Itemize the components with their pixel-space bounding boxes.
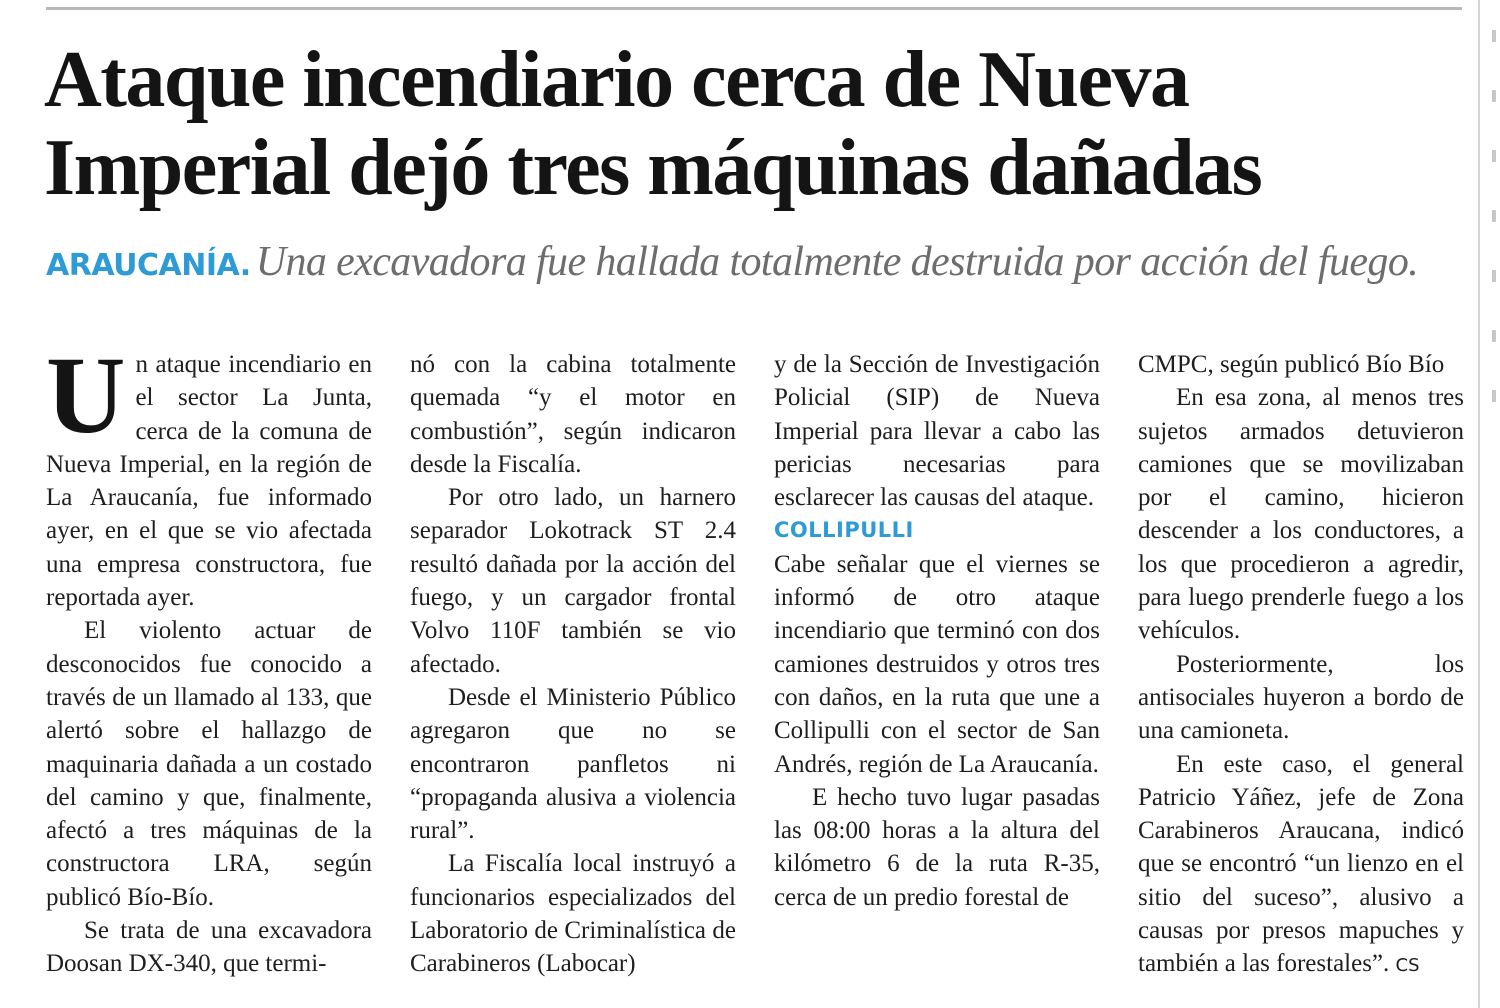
article-body xyxy=(46,348,1464,988)
article-paragraph: Desde el Ministerio Público agregaron que no se encontraron panfletos ni “propaganda alusiva a violencia rural”. xyxy=(410,683,736,845)
article-paragraph: E hecho tuvo lugar pasadas las 08:00 horas a la altura del kilómetro 6 de la ruta R-35, cerca de un predio forestal de xyxy=(774,783,1100,911)
page-edge-marks xyxy=(1492,30,1498,450)
article-paragraph: La Fiscalía local instruyó a funcionarios especializados del Laboratorio de Criminalística de Carabineros (Labocar) xyxy=(410,850,736,978)
kicker-label: ARAUCANÍA. xyxy=(46,248,251,283)
article-paragraph: Por otro lado, un harnero separador Lokotrack ST 2.4 resultó dañada por la acción del fuego, y un cargador frontal Volvo 110F también se vio afectado. xyxy=(410,484,736,678)
deck-text: Una excavadora fue hallada totalmente destruida por acción del fuego. xyxy=(255,239,1419,285)
subheadline xyxy=(46,238,1476,286)
headline: Ataque incendiario cerca de Nueva Imperial dejó tres máquinas dañadas xyxy=(44,36,1262,212)
article-paragraph: Se trata de una excavadora Doosan DX-340, que termi- xyxy=(46,917,372,978)
section-heading: COLLIPULLI xyxy=(774,518,914,543)
column-1 xyxy=(46,348,372,988)
closing-text: En este caso, el general Patricio Yáñez, jefe de Zona Carabineros Araucana, indicó que se encontró “un lienzo en el sitio del suceso”, alusivo a causas por presos mapuches y también a las forestales”. xyxy=(1138,750,1464,978)
article-paragraph xyxy=(1138,748,1464,983)
article-paragraph: CMPC, según publicó Bío Bío xyxy=(1138,351,1445,378)
column-3 xyxy=(774,348,1100,988)
column-2 xyxy=(410,348,736,988)
article-paragraph xyxy=(46,348,372,614)
article-paragraph: Posteriormente, los antisociales huyeron a bordo de una camioneta. xyxy=(1138,650,1464,745)
article-paragraph: nó con la cabina totalmente quemada “y el motor en combustión”, según indicaron desde la Fiscalía. xyxy=(410,351,736,478)
column-4 xyxy=(1138,348,1464,988)
end-mark-icon: CS xyxy=(1395,955,1420,977)
page-edge-line xyxy=(1478,0,1480,1008)
drop-cap: U xyxy=(46,348,126,456)
article-paragraph: El violento actuar de desconocidos fue conocido a través de un llamado al 133, que alertó sobre el hallazgo de maquinaria dañada a un costado del camino y que, finalmente, afectó a tres máquinas de la constructora LRA, según publicó Bío-Bío. xyxy=(46,617,372,911)
article-paragraph: En esa zona, al menos tres sujetos armados detuvieron camiones que se movilizaban por el camino, hicieron descender a los conductores, a los que procedieron a agredir, para luego prenderle fuego a los vehículos. xyxy=(1138,384,1464,645)
article-paragraph: y de la Sección de Investigación Policial (SIP) de Nueva Imperial para llevar a cabo las pericias necesarias para esclarecer las causas del ataque. xyxy=(774,351,1100,512)
article-paragraph: Cabe señalar que el viernes se informó de otro ataque incendiario que terminó con dos camiones destruidos y otros tres con daños, en la ruta que une a Collipulli con el sector de San Andrés, región de La Araucanía. xyxy=(774,550,1100,778)
top-rule xyxy=(46,7,1462,10)
lead-text: n ataque incendiario en el sector La Junta, cerca de la comuna de Nueva Imperial, en la región de La Araucanía, fue informado ayer, en el que se vio afectada una empresa constructora, fue reportada ayer. xyxy=(46,351,372,612)
